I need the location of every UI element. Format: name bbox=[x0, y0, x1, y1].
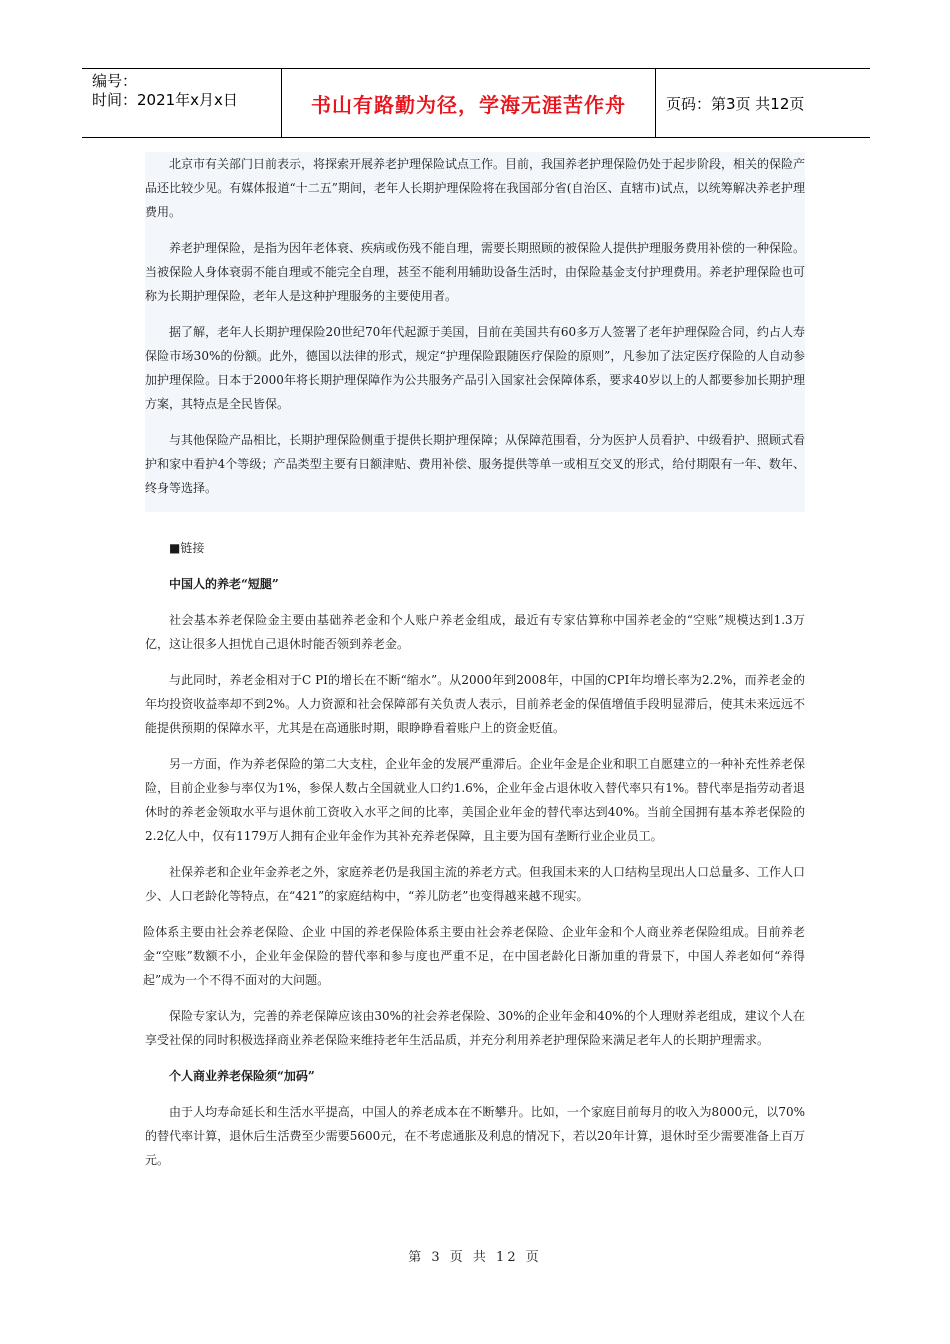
number-label: 编号： bbox=[92, 72, 138, 90]
paragraph: 另一方面，作为养老保险的第二大支柱，企业年金的发展严重滞后。企业年金是企业和职工自愿建立的一种补充性养老保险，目前企业参与率仅为1%，参保人数占全国就业人口约1.6%，企业年金占退休收入替代率只有1%。替代率是指劳动者退休时的养老金领取水平与退休前工资收入水平之间的比率，美国企业年金的替代率达到40%。当前全国拥有基本养老保险的2.2亿人中，仅有1179万人拥有企业年金作为其补充养老保障，且主要为国有垄断行业企业员工。 bbox=[145, 757, 806, 843]
paragraph: 据了解，老年人长期护理保险20世纪70年代起源于美国，目前在美国共有60多万人签署了老年护理保险合同，约占人寿保险市场30%的份额。此外，德国以法律的形式，规定“护理保险跟随医疗保险的原则”，凡参加了法定医疗保险的人自动参加护理保险。日本于2000年将长期护理保障作为公共服务产品引入国家社会保障体系，要求40岁以上的人都要参加长期护理方案，其特点是全民皆保。 bbox=[145, 325, 805, 411]
paragraph: 由于人均寿命延长和生活水平提高，中国人的养老成本在不断攀升。比如，一个家庭目前每月的收入为8000元，以70%的替代率计算，退休后生活费至少需要5600元，在不考虑通胀及利息的情况下，若以20年计算，退休时至少需要准备上百万元。 bbox=[145, 1105, 805, 1167]
paragraph: 社保养老和企业年金养老之外，家庭养老仍是我国主流的养老方式。但我国未来的人口结构呈现出人口总量多、工作人口少、人口老龄化等特点，在“421”的家庭结构中，“养儿防老”也变得越来越不现实。 bbox=[145, 865, 806, 903]
time-label: 时间：2021年x月x日 bbox=[92, 91, 238, 109]
article-body bbox=[145, 536, 805, 1184]
page-footer: 第 3 页 共 12 页 bbox=[408, 1250, 542, 1265]
intro-block bbox=[145, 152, 805, 512]
section-title: 个人商业养老保险须“加码” bbox=[169, 1069, 315, 1083]
page-header bbox=[82, 68, 870, 138]
paragraph: 与此同时，养老金相对于C PI的增长在不断“缩水”。从2000年到2008年，中国的CPI年均增长率为2.2%，而养老金的年均投资收益率却不到2%。人力资源和社会保障部有关负责人表示，目前养老金的保值增值手段明显滞后，使其未来远远不能提供预期的保障水平，尤其是在高通胀时期，眼睁睁看着账户上的资金贬值。 bbox=[145, 673, 805, 735]
header-meta bbox=[82, 69, 282, 137]
link-label: ■链接 bbox=[169, 541, 205, 555]
paragraph: 北京市有关部门日前表示，将探索开展养老护理保险试点工作。目前，我国养老护理保险仍处于起步阶段，相关的保险产品还比较少见。有媒体报道“十二五”期间，老年人长期护理保险将在我国部分省(自治区、直辖市)试点，以统筹解决养老护理费用。 bbox=[145, 157, 806, 219]
paragraph: 社会基本养老保险金主要由基础养老金和个人账户养老金组成，最近有专家估算称中国养老金的“空账”规模达到1.3万亿，这让很多人担忧自己退休时能否领到养老金。 bbox=[145, 613, 805, 651]
paragraph: 保险专家认为，完善的养老保障应该由30%的社会养老保险、30%的企业年金和40%的个人理财养老组成，建议个人在享受社保的同时积极选择商业养老保险来维持老年生活品质，并充分利用养老护理保险来满足老年人的长期护理需求。 bbox=[145, 1009, 805, 1047]
paragraph: 与其他保险产品相比，长期护理保险侧重于提供长期护理保障；从保障范围看，分为医护人员看护、中级看护、照顾式看护和家中看护4个等级；产品类型主要有日额津贴、费用补偿、服务提供等单一或相互交叉的形式，给付期限有一年、数年、终身等选择。 bbox=[145, 433, 806, 495]
section-title: 中国人的养老“短腿” bbox=[169, 577, 279, 591]
header-page-info: 页码：第3页 共12页 bbox=[666, 94, 805, 113]
paragraph: 险体系主要由社会养老保险、企业 中国的养老保险体系主要由社会养老保险、企业年金和个人商业养老保险组成。目前养老金“空账”数额不小，企业年金保险的替代率和参与度也严重不足，在中国老龄化日渐加重的背景下，中国人养老如何“养得起”成为一个不得不面对的大问题。 bbox=[143, 925, 805, 987]
header-motto: 书山有路勤为径，学海无涯苦作舟 bbox=[282, 69, 656, 137]
paragraph: 养老护理保险，是指为因年老体衰、疾病或伤残不能自理，需要长期照顾的被保险人提供护理服务费用补偿的一种保险。当被保险人身体衰弱不能自理或不能完全自理，甚至不能利用辅助设备生活时，由保险基金支付护理费用。养老护理保险也可称为长期护理保险，老年人是这种护理服务的主要使用者。 bbox=[145, 241, 806, 303]
